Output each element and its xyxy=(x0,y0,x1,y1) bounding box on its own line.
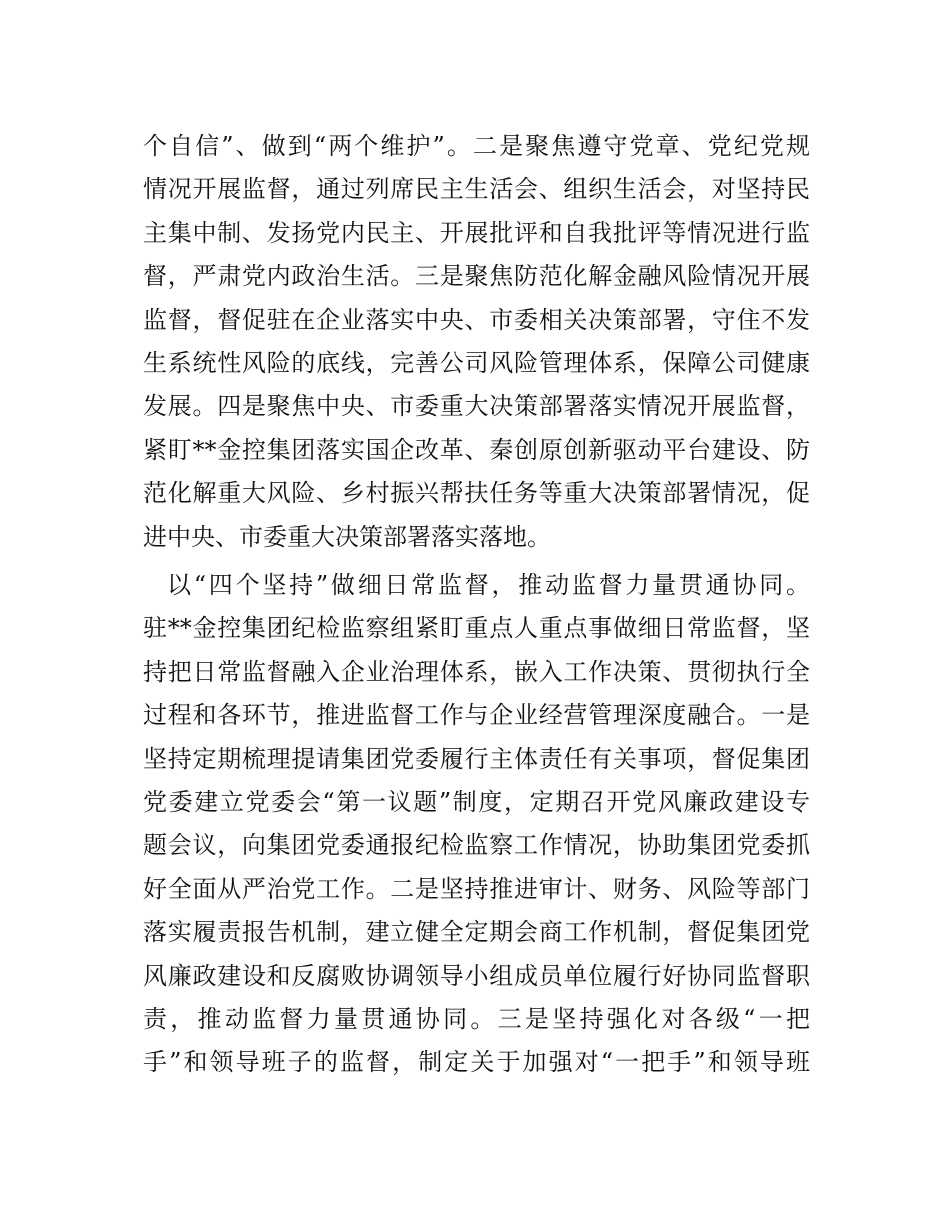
paragraph-line: 题会议，向集团党委通报纪检监察工作情况，协助集团党委抓 xyxy=(143,831,810,859)
paragraph-line: 范化解重大风险、乡村振兴帮扶任务等重大决策部署情况，促 xyxy=(143,479,810,507)
paragraph-line: 好全面从严治党工作。二是坚持推进审计、财务、风险等部门 xyxy=(143,875,810,903)
paragraph-first-line: 以“四个坚持”做细日常监督，推动监督力量贯通协同。 xyxy=(167,571,810,599)
paragraph-line: 个自信”、做到“两个维护”。二是聚焦遵守党章、党纪党规 xyxy=(143,132,810,160)
paragraph-line: 督，严肃党内政治生活。三是聚焦防范化解金融风险情况开展 xyxy=(143,262,810,290)
paragraph-line: 驻**金控集团纪检监察组紧盯重点人重点事做细日常监督，坚 xyxy=(143,614,810,642)
paragraph-line: 坚持定期梳理提请集团党委履行主体责任有关事项，督促集团 xyxy=(143,745,810,773)
paragraph-line: 风廉政建设和反腐败协调领导小组成员单位履行好协同监督职 xyxy=(143,962,810,990)
paragraph-line: 发展。四是聚焦中央、市委重大决策部署落实情况开展监督， xyxy=(143,392,810,420)
paragraph-line: 情况开展监督，通过列席民主生活会、组织生活会，对坚持民 xyxy=(143,175,810,203)
paragraph-line: 过程和各环节，推进监督工作与企业经营管理深度融合。一是 xyxy=(143,701,810,729)
paragraph-line: 进中央、市委重大决策部署落实落地。 xyxy=(143,523,551,551)
paragraph-line: 手”和领导班子的监督，制定关于加强对“一把手”和领导班 xyxy=(143,1048,810,1076)
paragraph-line: 责，推动监督力量贯通协同。三是坚持强化对各级“一把 xyxy=(143,1005,810,1033)
paragraph-line: 监督，督促驻在企业落实中央、市委相关决策部署，守住不发 xyxy=(143,306,810,334)
paragraph-line: 紧盯**金控集团落实国企改革、秦创原创新驱动平台建设、防 xyxy=(143,436,810,464)
paragraph-line: 主集中制、发扬党内民主、开展批评和自我批评等情况进行监 xyxy=(143,219,810,247)
paragraph-line: 生系统性风险的底线，完善公司风险管理体系，保障公司健康 xyxy=(143,349,810,377)
paragraph-line: 党委建立党委会“第一议题”制度，定期召开党风廉政建设专 xyxy=(143,788,810,816)
paragraph-line: 落实履责报告机制，建立健全定期会商工作机制，督促集团党 xyxy=(143,918,810,946)
paragraph-line: 持把日常监督融入企业治理体系，嵌入工作决策、贯彻执行全 xyxy=(143,658,810,686)
